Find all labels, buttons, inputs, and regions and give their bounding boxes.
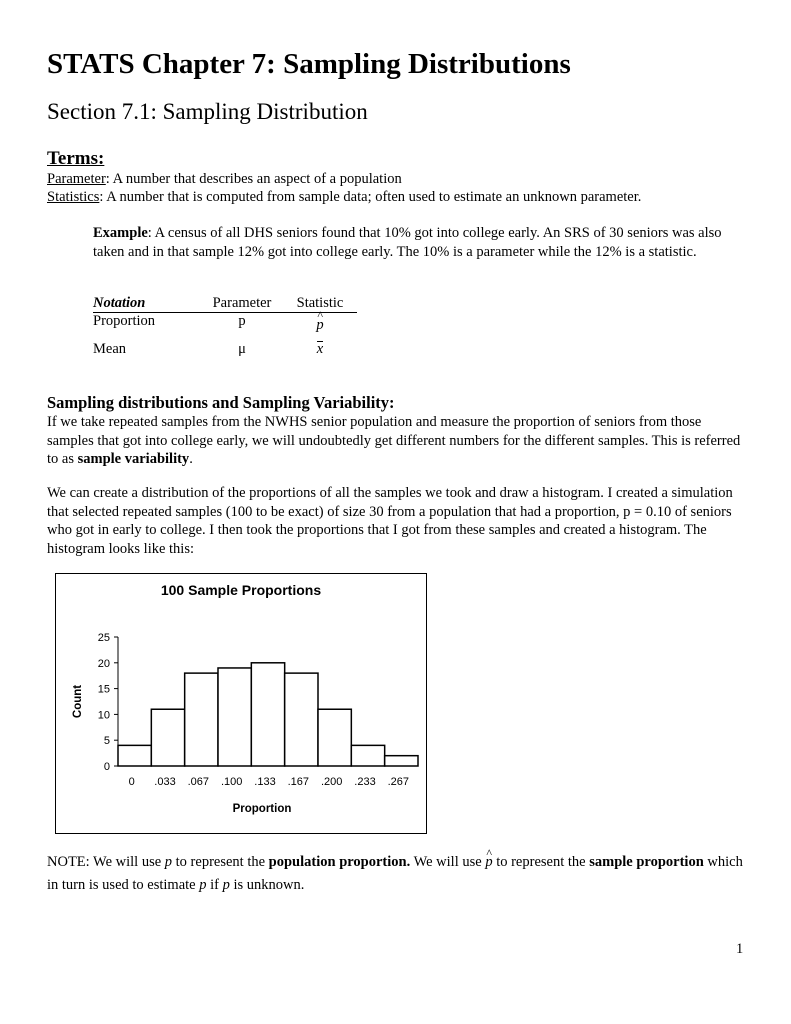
y-axis-label: Count xyxy=(72,684,84,719)
example-label: Example xyxy=(93,225,148,241)
x-axis-label: Proportion xyxy=(232,803,292,815)
mean-statistic xyxy=(283,341,357,365)
x-tick-label: .200 xyxy=(320,776,343,788)
statistics-term: Statistics xyxy=(47,189,100,205)
statistics-def-text: : A number that is computed from sample data; often used to estimate an unknown parameter. xyxy=(99,189,642,205)
note-text: which in turn is used to estimate xyxy=(47,854,743,893)
p-hat-symbol: ^ p xyxy=(316,317,323,334)
mean-label: Mean xyxy=(93,341,127,357)
page-number: 1 xyxy=(736,941,744,957)
note-text: We will use xyxy=(410,854,486,870)
x-tick-label: .067 xyxy=(187,776,210,788)
x-tick-label: .133 xyxy=(254,776,276,788)
histogram-chart xyxy=(55,573,427,834)
example-paragraph xyxy=(93,224,753,261)
statistics-definition xyxy=(47,188,641,206)
parameter-header: Parameter xyxy=(201,295,283,313)
section-heading: Section 7.1: Sampling Distribution xyxy=(47,99,368,124)
x-tick-label: 0 xyxy=(128,776,135,788)
note-p: p xyxy=(222,877,230,893)
mean-parameter: μ xyxy=(238,341,246,357)
y-tick-label: 0 xyxy=(103,761,110,773)
x-tick-label: .033 xyxy=(154,776,176,788)
histogram-bar xyxy=(251,663,284,766)
statistic-header: Statistic xyxy=(283,295,357,313)
terms-heading: Terms: xyxy=(47,148,105,169)
sample-variability-term: sample variability xyxy=(77,451,190,467)
parameter-definition xyxy=(47,170,402,188)
proportion-statistic xyxy=(283,313,357,342)
sampling-heading: Sampling distributions and Sampling Variability: xyxy=(47,393,395,412)
y-tick-label: 5 xyxy=(103,735,110,748)
x-tick-label: .167 xyxy=(287,776,310,788)
notation-header: Notation xyxy=(93,295,201,313)
sampling-para1-text: If we take repeated samples from the NWHS senior population and measure the proportion of seniors from those samples that got into college early, we will undoubtedly get different numbers for the different samples. This is referred to as xyxy=(47,414,741,467)
note-population-proportion: population proportion. xyxy=(268,854,411,870)
y-tick-label: 10 xyxy=(97,709,110,722)
histogram-svg xyxy=(56,574,426,833)
note-prefix: NOTE: We will use xyxy=(47,854,165,870)
note-p: p xyxy=(199,877,207,893)
example-text: : A census of all DHS seniors found that 10% got into college early. An SRS of 30 seniors was also taken and in that sample 12% got into college early. The 10% is a parameter while the 12% is a statistic. xyxy=(93,225,722,260)
note-paragraph xyxy=(47,851,747,897)
histogram-bar xyxy=(118,745,151,766)
histogram-bar xyxy=(318,709,351,766)
histogram-bar xyxy=(218,668,251,766)
parameter-term: Parameter xyxy=(47,171,106,187)
note-p-hat: ^ p xyxy=(485,851,492,874)
histogram-bar xyxy=(151,709,184,766)
notation-table xyxy=(93,295,357,365)
histogram-bar xyxy=(185,673,218,766)
note-sample-proportion: sample proportion xyxy=(589,854,704,870)
parameter-def-text: : A number that describes an aspect of a population xyxy=(105,171,402,187)
note-text: if xyxy=(206,877,223,893)
x-tick-label: .267 xyxy=(387,776,410,788)
y-tick-label: 15 xyxy=(97,683,110,696)
note-text: to represent the xyxy=(492,854,590,870)
note-p: p xyxy=(164,854,173,870)
sampling-paragraph-1 xyxy=(47,413,747,469)
proportion-label: Proportion xyxy=(93,313,156,329)
y-tick-label: 25 xyxy=(97,632,110,644)
chart-title: 100 Sample Proportions xyxy=(160,582,322,598)
proportion-parameter: p xyxy=(238,313,246,329)
sampling-para1-end: . xyxy=(189,451,193,467)
histogram-bar xyxy=(351,745,384,766)
page-title: STATS Chapter 7: Sampling Distributions xyxy=(47,48,571,80)
sampling-paragraph-2: We can create a distribution of the proportions of all the samples we took and draw a histogram. I created a simulation that selected repeated samples (100 to be exact) of size 30 from a population that had a proportion, p = 0.10 of seniors who got in early to college. I then took the proportions that I got from these samples and created a histogram. The histogram looks like this: xyxy=(47,485,733,557)
x-tick-label: .100 xyxy=(220,776,243,788)
histogram-bar xyxy=(285,673,318,766)
y-tick-label: 20 xyxy=(97,657,110,670)
note-text: is unknown. xyxy=(229,877,305,893)
x-bar-symbol: x xyxy=(316,341,324,357)
histogram-bar xyxy=(385,756,418,766)
x-tick-label: .233 xyxy=(354,776,376,788)
note-text: to represent the xyxy=(172,854,269,870)
